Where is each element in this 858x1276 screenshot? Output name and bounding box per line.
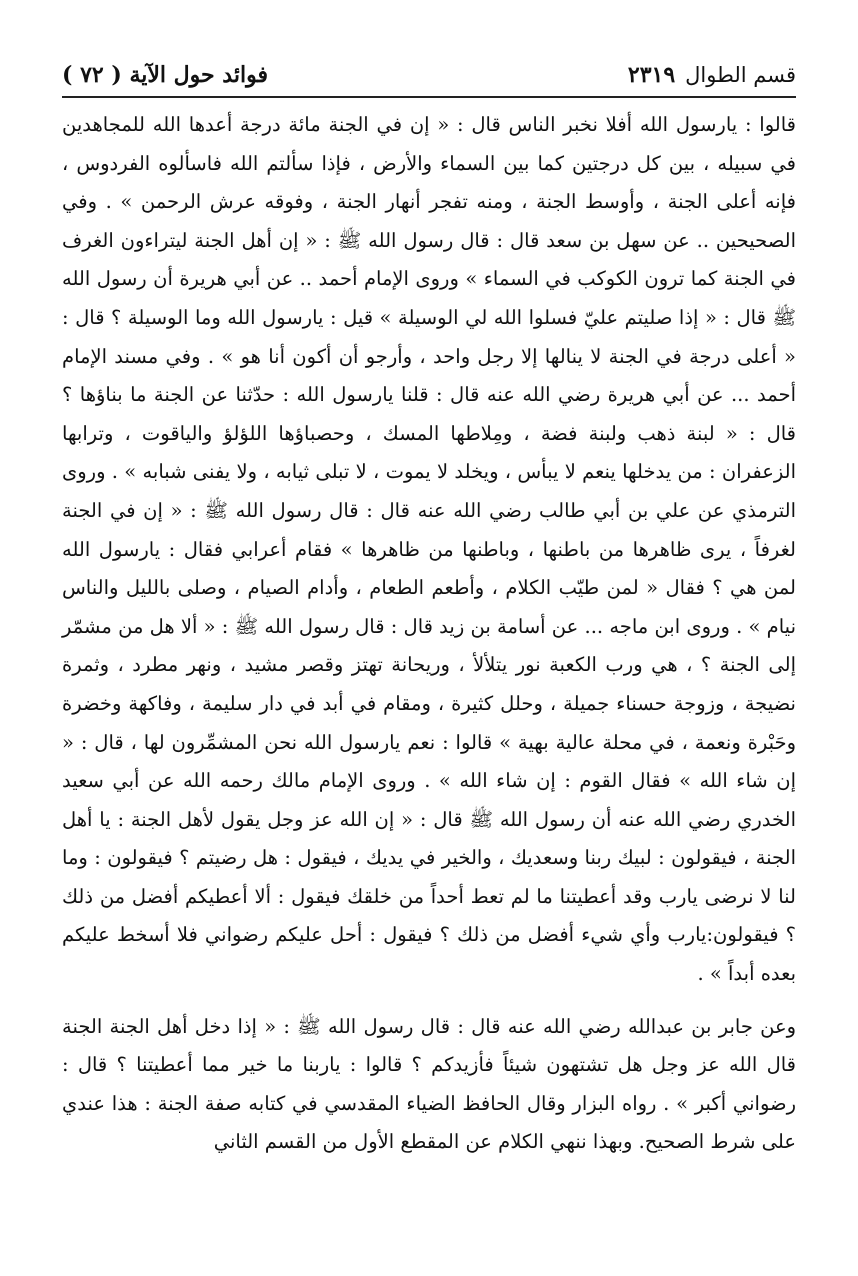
- page-number: ٢٣١٩: [627, 62, 676, 88]
- paragraph-1: قالوا : يارسول الله أفلا نخبر الناس قال : « إن في الجنة مائة درجة أعدها الله للمجاهدين في سبيله ، بين كل درجتين كما بين السماء والأرض ، فإذا سألتم الله فاسألوه الفردوس ، فإنه أعلى الجنة ، وأوسط الجنة ، ومنه تفجر أنهار الجنة ، وفوقه عرش الرحمن » . وفي الصحيحين .. عن سهل بن سعد قال : قال رسول الله ﷺ : « إن أهل الجنة ليتراءون الغرف في الجنة كما ترون الكوكب في السماء » وروى الإمام أحمد .. عن أبي هريرة أن رسول الله ﷺ قال : « إذا صليتم عليّ فسلوا الله لي الوسيلة » قيل : يارسول الله وما الوسيلة ؟ قال : « أعلى درجة في الجنة لا ينالها إلا رجل واحد ، وأرجو أن أكون أنا هو » . وفي مسند الإمام أحمد ... عن أبي هريرة رضي الله عنه قال : قلنا يارسول الله : حدّثنا عن الجنة ما بناؤها ؟ قال : « لبنة ذهب ولبنة فضة ، ومِلاطها المسك ، وحصباؤها اللؤلؤ والياقوت ، وترابها الزعفران : من يدخلها ينعم لا يبأس ، ويخلد لا يموت ، لا تبلى ثيابه ، ولا يفنى شبابه » . وروى الترمذي عن علي بن أبي طالب رضي الله عنه قال : قال رسول الله ﷺ : « إن في الجنة لغرفاً ، يرى ظاهرها من باطنها ، وباطنها من ظاهرها » فقام أعرابي فقال : يارسول الله لمن هي ؟ فقال « لمن طيّب الكلام ، وأطعم الطعام ، وأدام الصيام ، وصلى بالليل والناس نيام » . وروى ابن ماجه ... عن أسامة بن زيد قال : قال رسول الله ﷺ : « ألا هل من مشمّر إلى الجنة ؟ ، هي ورب الكعبة نور يتلألأ ، وريحانة تهتز وقصر مشيد ، ونهر مطرد ، وثمرة نضيجة ، وزوجة حسناء جميلة ، وحلل كثيرة ، ومقام في أبد في دار سليمة ، وفاكهة وخضرة وحَبْرة ونعمة ، في محلة عالية بهية » قالوا : نعم يارسول الله نحن المشمِّرون لها ، قال : « إن شاء الله » فقال القوم : إن شاء الله » . وروى الإمام مالك رحمه الله عن أبي سعيد الخدري رضي الله عنه أن رسول الله ﷺ قال : « إن الله عز وجل يقول لأهل الجنة : يا أهل الجنة ، فيقولون : لبيك ربنا وسعديك ، والخير في يديك ، فيقول : هل رضيتم ؟ فيقولون : وما لنا لا نرضى يارب وقد أعطيتنا ما لم تعط أحداً من خلقك فيقول : ألا أعطيكم أفضل من ذلك ؟ فيقولون:يارب وأي شيء أفضل من ذلك ؟ فيقول : أحل عليكم رضواني فلا أسخط عليكم بعده أبداً » .: [62, 113, 796, 986]
- paragraph-2: وعن جابر بن عبدالله رضي الله عنه قال : قال رسول الله ﷺ : « إذا دخل أهل الجنة الجنة قال الله عز وجل هل تشتهون شيئاً فأزيدكم ؟ قالوا : ياربنا ما خير مما أعطيتنا ؟ قال : رضواني أكبر » . رواه البزار وقال الحافظ الضياء المقدسي في كتابه صفة الجنة : هذا عندي على شرط الصحيح. وبهذا ننهي الكلام عن المقطع الأول من القسم الثاني: [62, 1014, 796, 1154]
- section-and-page: [628, 62, 796, 88]
- running-header: [62, 56, 796, 94]
- body-text: [62, 106, 796, 1162]
- running-title: فوائد حول الآية ( ٧٢ ): [62, 62, 268, 88]
- section-name: قسم الطوال: [685, 63, 796, 87]
- header-divider: [62, 96, 796, 98]
